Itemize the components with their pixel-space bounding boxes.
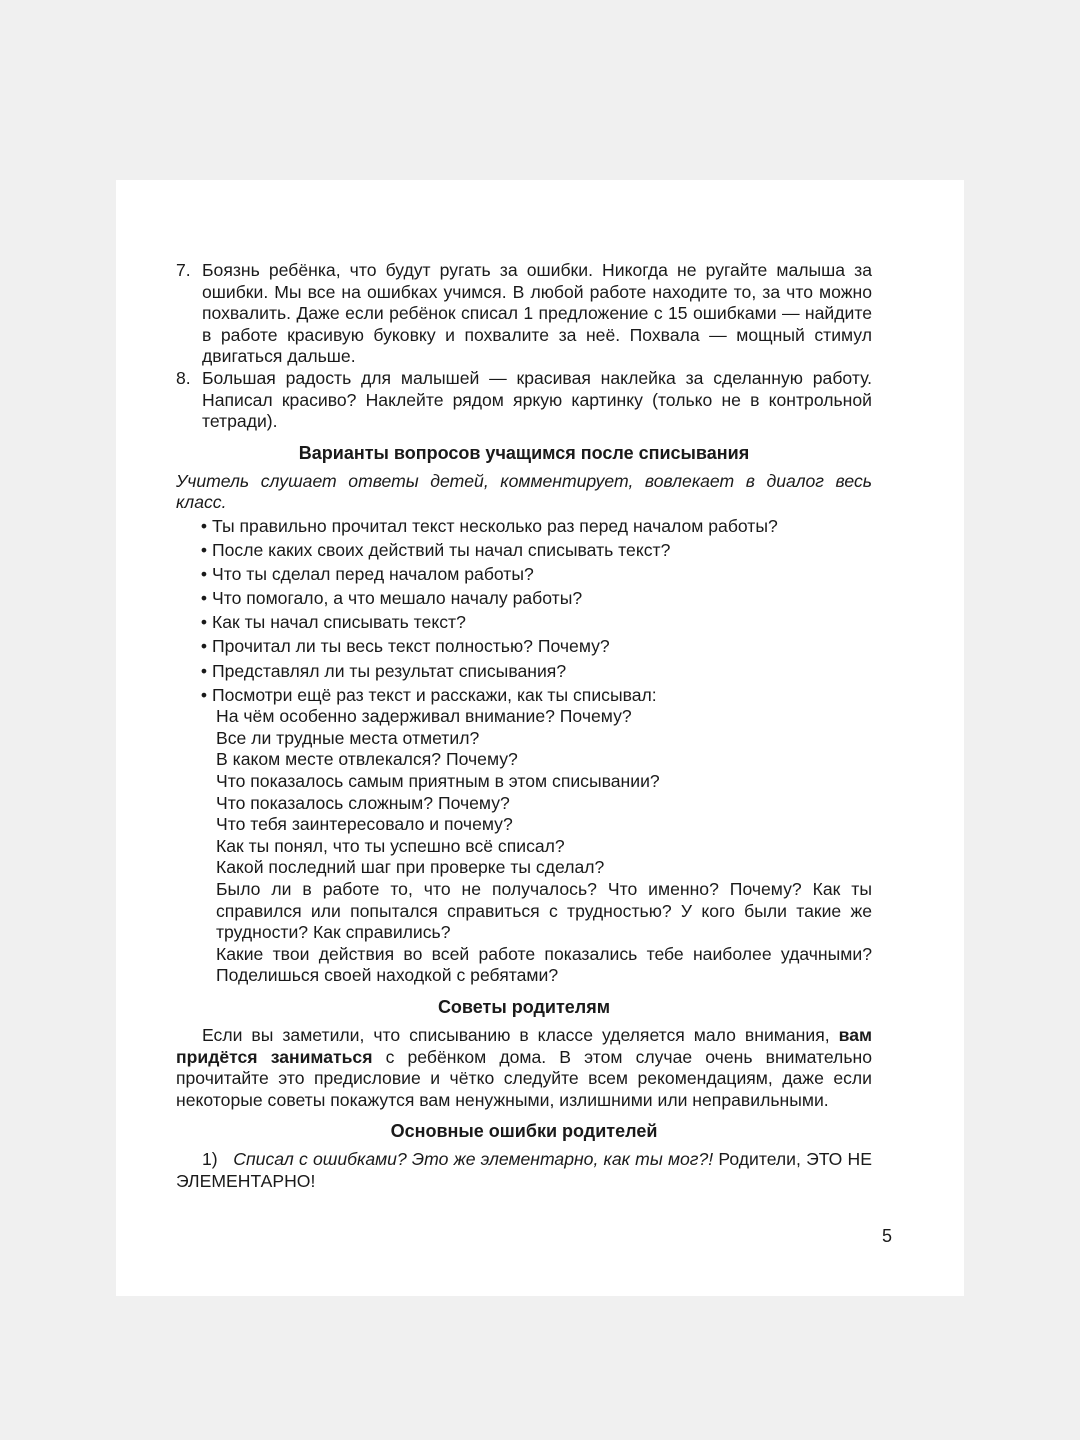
item-text: Большая радость для малышей — красивая наклейка за сделанную работу. Написал красиво? Наклейте рядом яркую картинку (только не в контрольной тетради). xyxy=(202,367,872,432)
sub-questions xyxy=(176,706,872,987)
mistake-paragraph: 1) Списал с ошибками? Это же элементарно, как ты мог?! Родители, ЭТО НЕ ЭЛЕМЕНТАРНО! xyxy=(176,1149,872,1191)
item-text: Боязнь ребёнка, что будут ругать за ошибки. Никогда не ругайте малыша за ошибки. Мы все на ошибках учимся. В любой работе находите то, за что можно похвалить. Даже если ребёнок списал 1 предложение с 15 ошибками — найдите в работе красивую буковку и похвалите за неё. Похвала — мощный стимул двигаться дальше. xyxy=(202,260,872,367)
bullet-icon: • xyxy=(200,515,208,536)
numbered-item-8 xyxy=(176,368,872,433)
sub-question: Было ли в работе то, что не получалось? Что именно? Почему? Как ты справился или попытался справиться с трудностью? У кого были такие же трудности? Как справились? xyxy=(216,878,872,943)
bullet-icon: • xyxy=(200,564,208,585)
sub-question: Все ли трудные места отметил? xyxy=(216,727,480,748)
page-number: 5 xyxy=(881,1226,892,1246)
list-item: • После каких своих действий ты начал списывать текст? xyxy=(176,540,872,562)
bullet-icon: • xyxy=(200,636,208,657)
list-item: • Прочитал ли ты весь текст полностью? Почему? xyxy=(176,636,872,658)
mistake-quote: Списал с ошибками? Это же элементарно, как ты мог?! xyxy=(233,1149,714,1170)
sub-question: Что показалось самым приятным в этом списывании? xyxy=(216,770,660,791)
sub-question: Что показалось сложным? Почему? xyxy=(216,792,510,813)
page-content xyxy=(176,260,872,1192)
bold-emphasis: вам придётся заниматься xyxy=(176,1024,872,1067)
sub-question: Что тебя заинтересовало и почему? xyxy=(216,814,513,835)
sub-question: Как ты понял, что ты успешно всё списал? xyxy=(216,835,565,856)
list-item: • Что помогало, а что мешало началу работы? xyxy=(176,588,872,610)
bullet-icon: • xyxy=(200,684,208,705)
heading-questions: Варианты вопросов учащимся после списывания xyxy=(298,442,750,463)
bullet-icon: • xyxy=(200,660,208,681)
sub-question: В каком месте отвлекался? Почему? xyxy=(216,749,518,770)
item-number: 8. xyxy=(176,367,191,388)
item-number: 7. xyxy=(176,260,191,280)
heading-parents-advice: Советы родителям xyxy=(437,996,611,1017)
list-item: • Посмотри ещё раз текст и расскажи, как ты списывал: xyxy=(176,685,872,707)
bullet-icon: • xyxy=(200,612,208,633)
sub-question: Какой последний шаг при проверке ты сделал? xyxy=(216,857,605,878)
list-item: • Что ты сделал перед началом работы? xyxy=(176,564,872,586)
bullet-icon: • xyxy=(200,588,208,609)
bullet-icon: • xyxy=(200,540,208,561)
parents-advice-paragraph: Если вы заметили, что списыванию в классе уделяется мало внимания, вам придётся заниматься с ребёнком дома. В этом случае очень внимательно прочитайте это предисловие и чётко следуйте всем рекомендациям, даже если некоторые советы покажутся вам ненужными, излишними или неправильными. xyxy=(176,1024,872,1110)
questions-intro: Учитель слушает ответы детей, комментирует, вовлекает в диалог весь класс. xyxy=(176,470,872,513)
list-item: • Ты правильно прочитал текст несколько раз перед началом работы? xyxy=(176,516,872,538)
book-page xyxy=(116,180,964,1296)
heading-parent-mistakes: Основные ошибки родителей xyxy=(390,1121,658,1142)
numbered-item-7 xyxy=(176,260,872,368)
sub-question: На чём особенно задерживал внимание? Почему? xyxy=(216,706,632,727)
questions-list xyxy=(176,516,872,706)
sub-question: Какие твои действия во всей работе показались тебе наиболее удачными? Поделишься своей находкой с ребятами? xyxy=(216,943,872,986)
list-item: • Представлял ли ты результат списывания? xyxy=(176,661,872,683)
list-item: • Как ты начал списывать текст? xyxy=(176,612,872,634)
